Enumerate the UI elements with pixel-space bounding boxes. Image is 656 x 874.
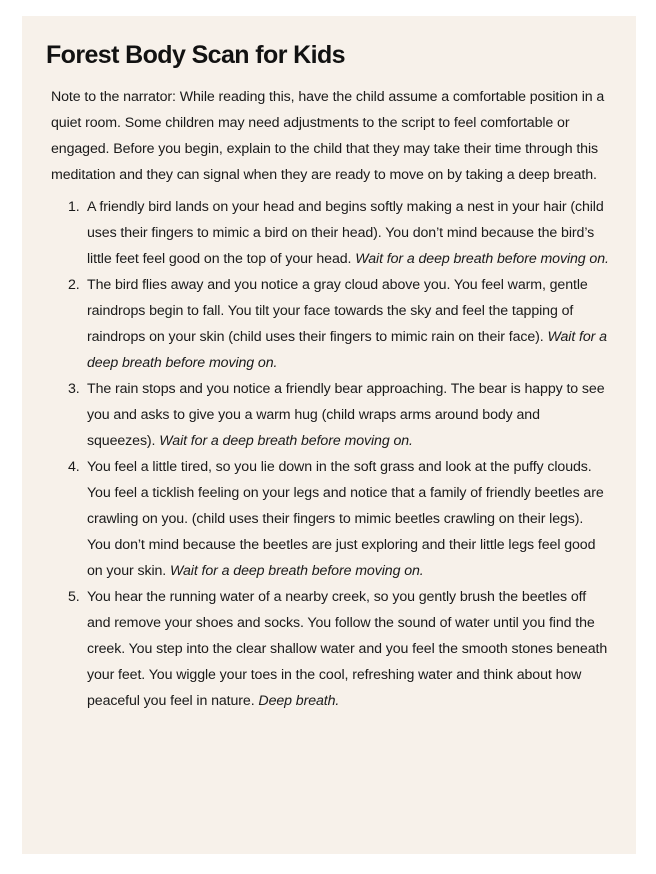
step-text: A friendly bird lands on your head and begins softly making a nest in your hair (child uses their fingers to mimic a bird on their head). You don’t mind because the bird’s little feet feel good on the top of your head.: [87, 199, 604, 267]
steps-list: [46, 194, 610, 714]
step-item: [68, 584, 610, 714]
step-item: [68, 454, 610, 584]
step-item: [68, 272, 610, 376]
step-text: You hear the running water of a nearby creek, so you gently brush the beetles off and remove your shoes and socks. You follow the sound of water until you find the creek. You step into the clear shallow water and you feel the smooth stones beneath your feet. You wiggle your toes in the cool, refreshing water and think about how peaceful you feel in nature.: [87, 589, 608, 709]
step-cue: Wait for a deep breath before moving on.: [87, 329, 607, 371]
page-title: Forest Body Scan for Kids: [46, 41, 345, 69]
step-cue: Wait for a deep breath before moving on.: [355, 251, 609, 267]
step-item: [68, 376, 610, 454]
narrator-note: Note to the narrator: While reading this, have the child assume a comfortable position in a quiet room. Some children may need adjustments to the script to feel comfortable or engaged. Before you begin, explain to the child that they may take their time through this meditation and they can signal when they are ready to move on by taking a deep breath.: [51, 89, 605, 183]
step-number: 1.: [68, 199, 80, 215]
step-item: [68, 194, 610, 272]
step-cue: Wait for a deep breath before moving on.: [159, 433, 413, 449]
step-number: 5.: [68, 589, 80, 605]
step-cue: Wait for a deep breath before moving on.: [169, 563, 424, 579]
step-text: The rain stops and you notice a friendly bear approaching. The bear is happy to see you and asks to give you a warm hug (child wraps arms around body and squeezes).: [87, 381, 605, 449]
step-cue: Deep breath.: [258, 693, 340, 709]
meditation-card: [22, 16, 636, 854]
step-number: 2.: [68, 277, 80, 293]
step-number: 4.: [68, 459, 80, 475]
step-number: 3.: [68, 381, 80, 397]
step-text: The bird flies away and you notice a gray cloud above you. You feel warm, gentle raindrops begin to fall. You tilt your face towards the sky and feel the tapping of raindrops on your skin (child uses their fingers to mimic rain on their face).: [87, 277, 588, 345]
step-text: You feel a little tired, so you lie down in the soft grass and look at the puffy clouds. You feel a ticklish feeling on your legs and notice that a family of friendly beetles are crawling on you. (child uses their fingers to mimic beetles crawling on their legs). You don’t mind because the beetles are just exploring and their little legs feel good on your skin.: [87, 459, 604, 579]
